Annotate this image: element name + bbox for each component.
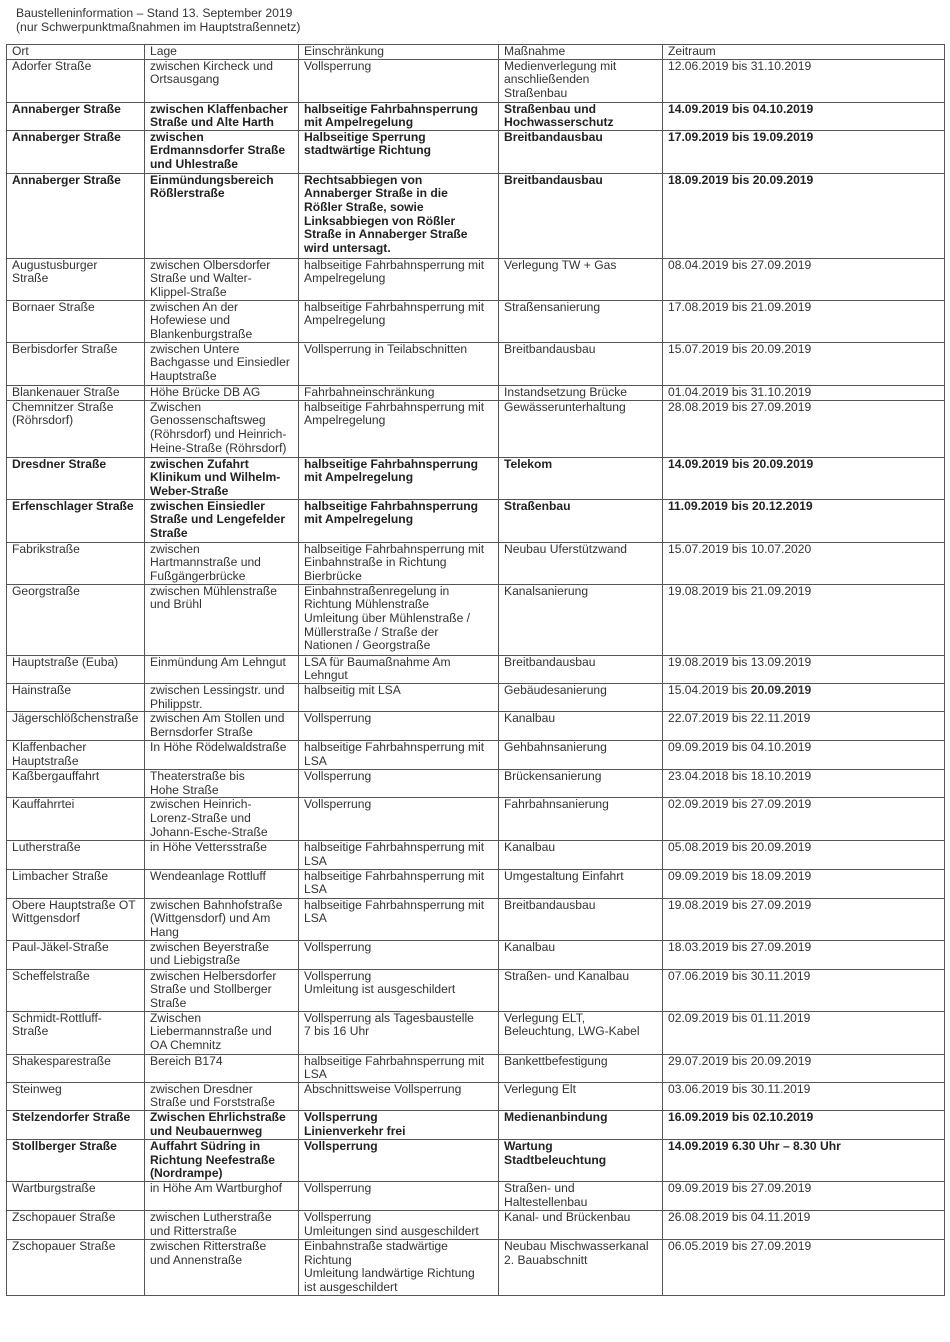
cell-lage: Bereich B174: [145, 1054, 299, 1082]
table-row: [7, 258, 945, 300]
cell-lage: zwischen Ritterstraße und Annenstraße: [145, 1239, 299, 1295]
cell-zeitraum: 15.07.2019 bis 20.09.2019: [663, 342, 945, 385]
cell-zeitraum: 19.08.2019 bis 13.09.2019: [663, 655, 945, 683]
cell-einschraenkung: Vollsperrung Linienverkehr frei: [299, 1110, 499, 1139]
cell-einschraenkung: halbseitige Fahrbahnsperrung mit LSA: [299, 898, 499, 940]
cell-einschraenkung: Einbahnstraßenregelung in Richtung Mühlenstraße Umleitung über Mühlenstraße / Müllerstraße / Straße der Nationen / Georgstraße: [299, 584, 499, 655]
table-row: [7, 655, 945, 683]
cell-lage: zwischen Mühlenstraße und Brühl: [145, 584, 299, 655]
cell-zeitraum: 18.09.2019 bis 20.09.2019: [663, 173, 945, 258]
cell-massnahme: Breitbandausbau: [499, 898, 663, 940]
cell-ort: Kauffahrrtei: [7, 798, 145, 841]
header-massnahme: Maßnahme: [499, 45, 663, 60]
cell-ort: Hauptstraße (Euba): [7, 655, 145, 683]
cell-zeitraum: 12.06.2019 bis 31.10.2019: [663, 59, 945, 102]
cell-lage: zwischen Hartmannstraße und Fußgängerbrücke: [145, 542, 299, 584]
table-row: [7, 969, 945, 1011]
cell-ort: Berbisdorfer Straße: [7, 342, 145, 385]
cell-zeitraum: 09.09.2019 bis 27.09.2019: [663, 1181, 945, 1210]
cell-einschraenkung: Vollsperrung in Teilabschnitten: [299, 342, 499, 385]
table-row: [7, 1054, 945, 1082]
cell-einschraenkung: Abschnittsweise Vollsperrung: [299, 1082, 499, 1110]
cell-lage: zwischen An der Hofewiese und Blankenburgstraße: [145, 300, 299, 342]
cell-lage: zwischen Helbersdorfer Straße und Stollberger Straße: [145, 969, 299, 1011]
table-row: [7, 683, 945, 711]
table-row: [7, 499, 945, 542]
cell-massnahme: Umgestaltung Einfahrt: [499, 869, 663, 898]
cell-massnahme: Telekom: [499, 457, 663, 499]
cell-ort: Stelzendorfer Straße: [7, 1110, 145, 1139]
cell-massnahme: Kanalbau: [499, 940, 663, 969]
cell-massnahme: Breitbandausbau: [499, 130, 663, 173]
cell-ort: Obere Hauptstraße OT Wittgensdorf: [7, 898, 145, 940]
cell-massnahme: Neubau Mischwasserkanal 2. Bauabschnitt: [499, 1239, 663, 1295]
cell-einschraenkung: halbseitige Fahrbahnsperrung mit Ampelregelung: [299, 400, 499, 457]
cell-ort: Blankenauer Straße: [7, 385, 145, 400]
header-lage: Lage: [145, 45, 299, 60]
cell-massnahme: Straßenbau und Hochwasserschutz: [499, 102, 663, 130]
cell-lage: zwischen Am Stollen und Bernsdorfer Straße: [145, 712, 299, 741]
cell-lage: in Höhe Am Wartburghof: [145, 1181, 299, 1210]
cell-lage: Zwischen Ehrlichstraße und Neubauernweg: [145, 1110, 299, 1139]
cell-ort: Stollberger Straße: [7, 1139, 145, 1181]
cell-zeitraum: 18.03.2019 bis 27.09.2019: [663, 940, 945, 969]
cell-zeitraum: 11.09.2019 bis 20.12.2019: [663, 499, 945, 542]
cell-massnahme: Kanalbau: [499, 841, 663, 869]
cell-massnahme: Medienanbindung: [499, 1110, 663, 1139]
cell-massnahme: Kanalsanierung: [499, 584, 663, 655]
table-row: [7, 342, 945, 385]
table-row: [7, 1139, 945, 1181]
cell-massnahme: Gehbahnsanierung: [499, 741, 663, 770]
cell-einschraenkung: Vollsperrung: [299, 59, 499, 102]
cell-einschraenkung: halbseitige Fahrbahnsperrung mit LSA: [299, 1054, 499, 1082]
cell-zeitraum: 26.08.2019 bis 04.11.2019: [663, 1210, 945, 1239]
cell-ort: Paul-Jäkel-Straße: [7, 940, 145, 969]
cell-lage: zwischen Beyerstraße und Liebigstraße: [145, 940, 299, 969]
cell-einschraenkung: Vollsperrung: [299, 940, 499, 969]
header-ort: Ort: [7, 45, 145, 60]
cell-lage: zwischen Untere Bachgasse und Einsiedler Hauptstraße: [145, 342, 299, 385]
cell-massnahme: Fahrbahnsanierung: [499, 798, 663, 841]
cell-einschraenkung: LSA für Baumaßnahme Am Lehngut: [299, 655, 499, 683]
cell-massnahme: Breitbandausbau: [499, 173, 663, 258]
cell-einschraenkung: Vollsperrung Umleitungen sind ausgeschildert: [299, 1210, 499, 1239]
cell-ort: Augustusburger Straße: [7, 258, 145, 300]
cell-ort: Annaberger Straße: [7, 173, 145, 258]
cell-zeitraum: 14.09.2019 bis 04.10.2019: [663, 102, 945, 130]
cell-einschraenkung: Vollsperrung: [299, 1139, 499, 1181]
cell-massnahme: Medienverlegung mit anschließenden Straßenbau: [499, 59, 663, 102]
cell-lage: zwischen Zufahrt Klinikum und Wilhelm- Weber-Straße: [145, 457, 299, 499]
table-row: [7, 173, 945, 258]
table-row: [7, 869, 945, 898]
cell-massnahme: Breitbandausbau: [499, 342, 663, 385]
cell-zeitraum: 19.08.2019 bis 27.09.2019: [663, 898, 945, 940]
cell-lage: zwischen Erdmannsdorfer Straße und Uhlestraße: [145, 130, 299, 173]
cell-lage: Einmündung Am Lehngut: [145, 655, 299, 683]
cell-lage: zwischen Einsiedler Straße und Lengefelder Straße: [145, 499, 299, 542]
cell-ort: Jägerschlößchenstraße: [7, 712, 145, 741]
cell-einschraenkung: Vollsperrung Umleitung ist ausgeschildert: [299, 969, 499, 1011]
cell-lage: zwischen Lutherstraße und Ritterstraße: [145, 1210, 299, 1239]
cell-zeitraum: 06.05.2019 bis 27.09.2019: [663, 1239, 945, 1295]
cell-zeitraum: 14.09.2019 6.30 Uhr – 8.30 Uhr: [663, 1139, 945, 1181]
cell-massnahme: Breitbandausbau: [499, 655, 663, 683]
cell-ort: Georgstraße: [7, 584, 145, 655]
table-row: [7, 798, 945, 841]
cell-ort: Erfenschlager Straße: [7, 499, 145, 542]
cell-massnahme: Verlegung ELT, Beleuchtung, LWG-Kabel: [499, 1011, 663, 1054]
cell-zeitraum: 05.08.2019 bis 20.09.2019: [663, 841, 945, 869]
cell-einschraenkung: halbseitige Fahrbahnsperrung mit Einbahnstraße in Richtung Bierbrücke: [299, 542, 499, 584]
cell-lage: in Höhe Vettersstraße: [145, 841, 299, 869]
cell-ort: Shakesparestraße: [7, 1054, 145, 1082]
cell-lage: Theaterstraße bis Hohe Straße: [145, 770, 299, 798]
cell-massnahme: Straßen- und Kanalbau: [499, 969, 663, 1011]
cell-einschraenkung: halbseitige Fahrbahnsperrung mit LSA: [299, 741, 499, 770]
cell-lage: Einmündungsbereich Rößlerstraße: [145, 173, 299, 258]
cell-lage: zwischen Heinrich- Lorenz-Straße und Johann-Esche-Straße: [145, 798, 299, 841]
cell-massnahme: Gewässerunterhaltung: [499, 400, 663, 457]
cell-ort: Klaffenbacher Hauptstraße: [7, 741, 145, 770]
cell-ort: Fabrikstraße: [7, 542, 145, 584]
cell-zeitraum: 09.09.2019 bis 18.09.2019: [663, 869, 945, 898]
table-row: [7, 1210, 945, 1239]
cell-massnahme: Straßen- und Haltestellenbau: [499, 1181, 663, 1210]
cell-lage: Wendeanlage Rottluff: [145, 869, 299, 898]
cell-einschraenkung: halbseitige Fahrbahnsperrung mit LSA: [299, 869, 499, 898]
cell-ort: Zschopauer Straße: [7, 1239, 145, 1295]
cell-lage: zwischen Kircheck und Ortsausgang: [145, 59, 299, 102]
cell-zeitraum: 08.04.2019 bis 27.09.2019: [663, 258, 945, 300]
cell-zeitraum: 02.09.2019 bis 01.11.2019: [663, 1011, 945, 1054]
cell-einschraenkung: Vollsperrung als Tagesbaustelle 7 bis 16 Uhr: [299, 1011, 499, 1054]
cell-ort: Hainstraße: [7, 683, 145, 711]
cell-ort: Kaßbergauffahrt: [7, 770, 145, 798]
cell-lage: zwischen Klaffenbacher Straße und Alte Harth: [145, 102, 299, 130]
cell-massnahme: Verlegung Elt: [499, 1082, 663, 1110]
cell-zeitraum: 28.08.2019 bis 27.09.2019: [663, 400, 945, 457]
table-row: [7, 741, 945, 770]
table-row: [7, 400, 945, 457]
table-body: [7, 59, 945, 1295]
cell-zeitraum: 03.06.2019 bis 30.11.2019: [663, 1082, 945, 1110]
cell-ort: Wartburgstraße: [7, 1181, 145, 1210]
cell-einschraenkung: Vollsperrung: [299, 712, 499, 741]
cell-einschraenkung: halbseitig mit LSA: [299, 683, 499, 711]
cell-ort: Steinweg: [7, 1082, 145, 1110]
cell-lage: zwischen Olbersdorfer Straße und Walter- Klippel-Straße: [145, 258, 299, 300]
cell-einschraenkung: Einbahnstraße stadwärtige Richtung Umleitung landwärtige Richtung ist ausgeschildert: [299, 1239, 499, 1295]
cell-einschraenkung: Vollsperrung: [299, 798, 499, 841]
table-header-row: [7, 45, 945, 60]
table-row: [7, 59, 945, 102]
table-row: [7, 898, 945, 940]
cell-einschraenkung: Rechtsabbiegen von Annaberger Straße in die Rößler Straße, sowie Linksabbiegen von Rößler Straße in Annaberger Straße wird untersagt.: [299, 173, 499, 258]
date-end-highlight: 20.09.2019: [750, 683, 812, 697]
cell-ort: Adorfer Straße: [7, 59, 145, 102]
table-row: [7, 1110, 945, 1139]
cell-einschraenkung: halbseitige Fahrbahnsperrung mit LSA: [299, 841, 499, 869]
cell-ort: Limbacher Straße: [7, 869, 145, 898]
construction-sites-table: [6, 44, 945, 1296]
table-row: [7, 841, 945, 869]
table-row: [7, 1011, 945, 1054]
cell-zeitraum: 09.09.2019 bis 04.10.2019: [663, 741, 945, 770]
cell-lage: zwischen Lessingstr. und Philippstr.: [145, 683, 299, 711]
cell-einschraenkung: halbseitige Fahrbahnsperrung mit Ampelregelung: [299, 102, 499, 130]
cell-ort: Zschopauer Straße: [7, 1210, 145, 1239]
table-row: [7, 385, 945, 400]
cell-ort: Schmidt-Rottluff- Straße: [7, 1011, 145, 1054]
table-row: [7, 770, 945, 798]
cell-lage: Auffahrt Südring in Richtung Neefestraße (Nordrampe): [145, 1139, 299, 1181]
title-line-1: Baustelleninformation – Stand 13. September 2019: [16, 6, 293, 20]
cell-zeitraum: 02.09.2019 bis 27.09.2019: [663, 798, 945, 841]
cell-zeitraum: 17.09.2019 bis 19.09.2019: [663, 130, 945, 173]
cell-massnahme: Straßenbau: [499, 499, 663, 542]
table-row: [7, 1181, 945, 1210]
cell-massnahme: Gebäudesanierung: [499, 683, 663, 711]
cell-massnahme: Bankettbefestigung: [499, 1054, 663, 1082]
cell-lage: zwischen Bahnhofstraße (Wittgensdorf) und Am Hang: [145, 898, 299, 940]
cell-ort: Bornaer Straße: [7, 300, 145, 342]
cell-zeitraum: 15.07.2019 bis 10.07.2020: [663, 542, 945, 584]
cell-zeitraum: 07.06.2019 bis 30.11.2019: [663, 969, 945, 1011]
cell-zeitraum: [663, 683, 945, 711]
cell-zeitraum: 23.04.2018 bis 18.10.2019: [663, 770, 945, 798]
cell-zeitraum: 19.08.2019 bis 21.09.2019: [663, 584, 945, 655]
table-row: [7, 584, 945, 655]
cell-einschraenkung: halbseitige Fahrbahnsperrung mit Ampelregelung: [299, 258, 499, 300]
table-row: [7, 542, 945, 584]
table-row: [7, 102, 945, 130]
table-row: [7, 300, 945, 342]
table-row: [7, 130, 945, 173]
table-row: [7, 1082, 945, 1110]
cell-massnahme: Brückensanierung: [499, 770, 663, 798]
cell-einschraenkung: halbseitige Fahrbahnsperrung mit Ampelregelung: [299, 499, 499, 542]
cell-massnahme: Neubau Uferstützwand: [499, 542, 663, 584]
cell-einschraenkung: Halbseitige Sperrung stadtwärtige Richtung: [299, 130, 499, 173]
cell-massnahme: Wartung Stadtbeleuchtung: [499, 1139, 663, 1181]
cell-zeitraum: 14.09.2019 bis 20.09.2019: [663, 457, 945, 499]
table-row: [7, 457, 945, 499]
cell-lage: In Höhe Rödelwaldstraße: [145, 741, 299, 770]
cell-massnahme: Straßensanierung: [499, 300, 663, 342]
cell-einschraenkung: Fahrbahneinschränkung: [299, 385, 499, 400]
cell-lage: Zwischen Liebermannstraße und OA Chemnitz: [145, 1011, 299, 1054]
cell-ort: Annaberger Straße: [7, 130, 145, 173]
cell-massnahme: Verlegung TW + Gas: [499, 258, 663, 300]
cell-ort: Lutherstraße: [7, 841, 145, 869]
cell-einschraenkung: halbseitige Fahrbahnsperrung mit Ampelregelung: [299, 300, 499, 342]
cell-massnahme: Kanalbau: [499, 712, 663, 741]
header-zeitraum: Zeitraum: [663, 45, 945, 60]
cell-einschraenkung: Vollsperrung: [299, 1181, 499, 1210]
cell-ort: Scheffelstraße: [7, 969, 145, 1011]
cell-lage: Höhe Brücke DB AG: [145, 385, 299, 400]
cell-zeitraum: 22.07.2019 bis 22.11.2019: [663, 712, 945, 741]
cell-ort: Dresdner Straße: [7, 457, 145, 499]
cell-lage: zwischen Dresdner Straße und Forststraße: [145, 1082, 299, 1110]
cell-massnahme: Instandsetzung Brücke: [499, 385, 663, 400]
cell-einschraenkung: halbseitige Fahrbahnsperrung mit Ampelregelung: [299, 457, 499, 499]
cell-zeitraum: 16.09.2019 bis 02.10.2019: [663, 1110, 945, 1139]
cell-zeitraum: 17.08.2019 bis 21.09.2019: [663, 300, 945, 342]
header-einschraenkung: Einschränkung: [299, 45, 499, 60]
cell-einschraenkung: Vollsperrung: [299, 770, 499, 798]
date-start: 15.04.2019 bis: [668, 683, 751, 697]
table-row: [7, 940, 945, 969]
table-row: [7, 712, 945, 741]
cell-lage: Zwischen Genossenschaftsweg (Röhrsdorf) und Heinrich- Heine-Straße (Röhrsdorf): [145, 400, 299, 457]
document-title: [16, 7, 301, 34]
title-line-2: (nur Schwerpunktmaßnahmen im Hauptstraßennetz): [16, 19, 301, 34]
table-row: [7, 1239, 945, 1295]
cell-zeitraum: 29.07.2019 bis 20.09.2019: [663, 1054, 945, 1082]
cell-ort: Chemnitzer Straße (Röhrsdorf): [7, 400, 145, 457]
cell-ort: Annaberger Straße: [7, 102, 145, 130]
cell-zeitraum: 01.04.2019 bis 31.10.2019: [663, 385, 945, 400]
cell-massnahme: Kanal- und Brückenbau: [499, 1210, 663, 1239]
